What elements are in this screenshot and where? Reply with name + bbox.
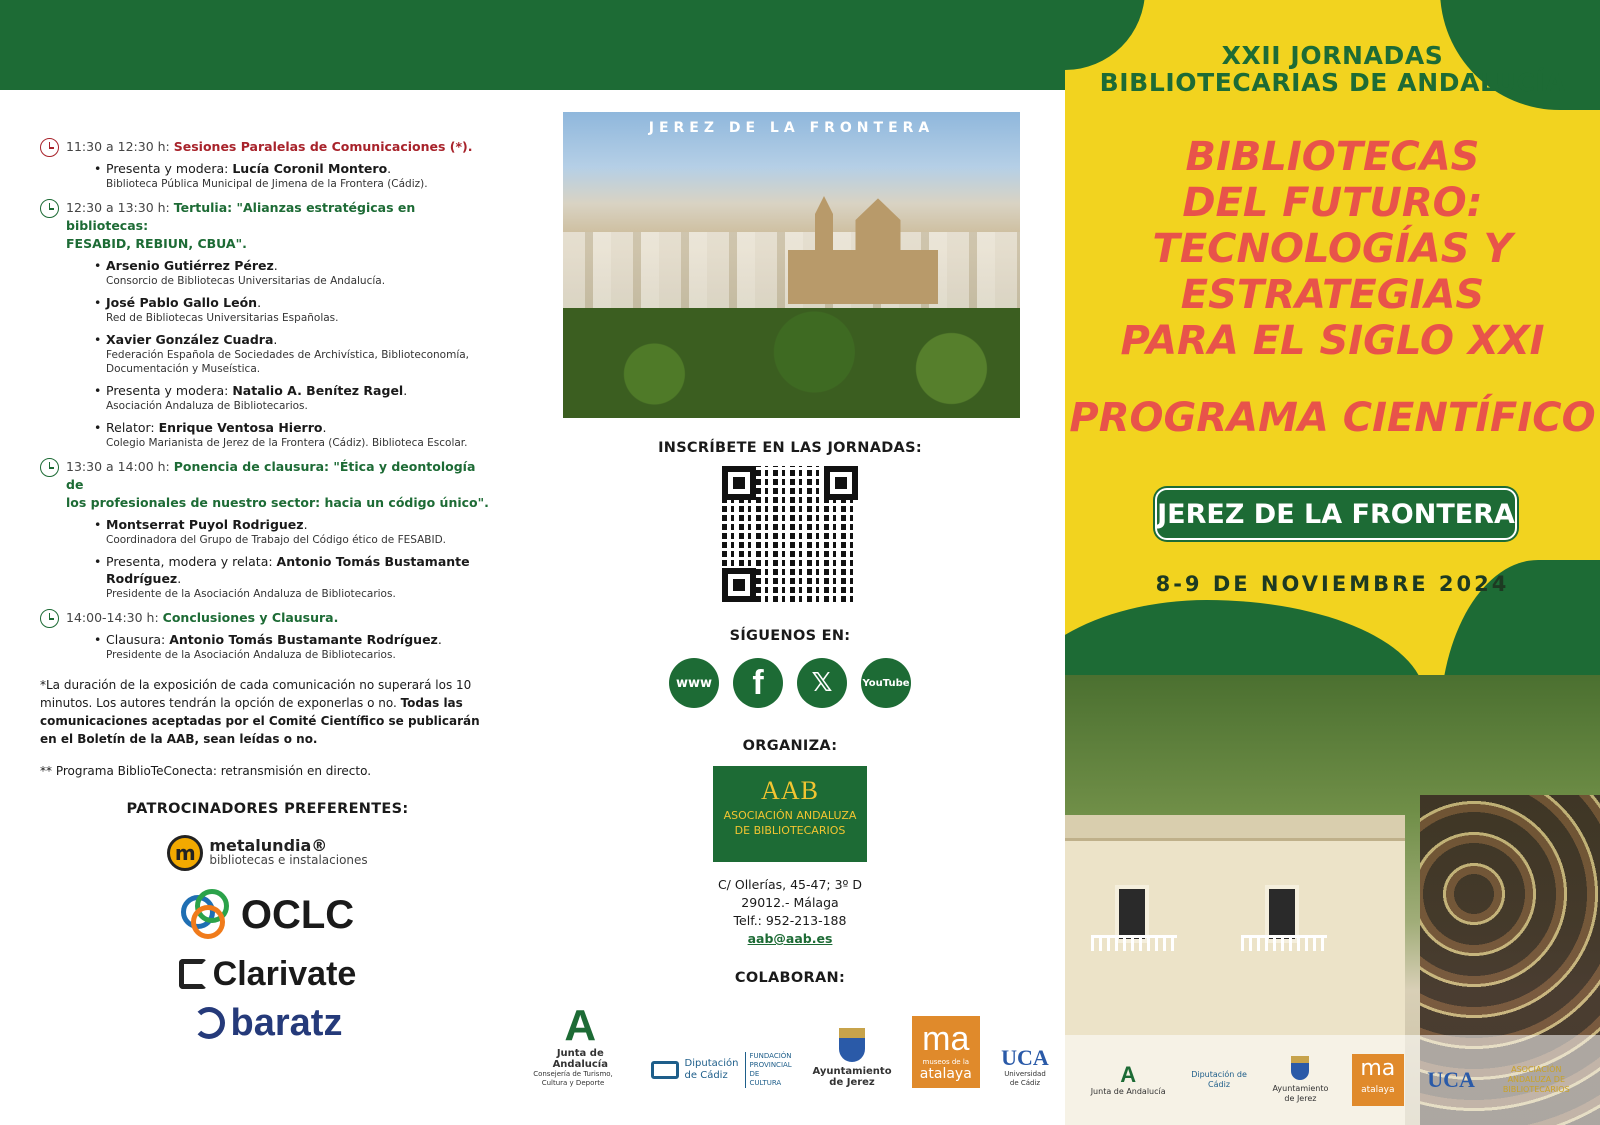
program-column	[40, 138, 495, 1044]
session-title-cont: FESABID, REBIUN, CBUA".	[66, 236, 247, 251]
speaker-item: • Relator: Enrique Ventosa Hierro. Colegio Marianista de Jerez de la Frontera (Cádiz). Biblioteca Escolar.	[94, 419, 495, 450]
speaker-item: • Xavier González Cuadra. Federación Española de Sociedades de Archivística, Biblioteconomía, Documentación y Museística.	[94, 331, 495, 376]
organiza-heading: ORGANIZA:	[742, 738, 838, 754]
middle-column	[530, 112, 1050, 1088]
aab-logo: AAB ASOCIACIÓN ANDALUZA DE BIBLIOTECARIOS	[713, 766, 867, 862]
collaborator-logos	[530, 1001, 1050, 1088]
speaker-affiliation: Biblioteca Pública Municipal de Jimena de la Frontera (Cádiz).	[106, 178, 428, 190]
colaboran-heading: COLABORAN:	[734, 970, 846, 986]
session-heading	[66, 609, 495, 627]
speaker-name: Enrique Ventosa Hierro	[158, 420, 323, 435]
baratz-logo: baratz	[193, 1007, 343, 1039]
cover-footer-logos	[1065, 1035, 1600, 1125]
metalundia-mark: m	[167, 835, 203, 871]
metalundia-logo: m metalundia® bibliotecas e instalaciones	[167, 835, 367, 871]
diputacion-mark-icon	[651, 1061, 679, 1079]
photo-caption: JEREZ DE LA FRONTERA	[648, 120, 935, 136]
clock-icon	[40, 199, 59, 218]
speaker-role: Presenta y modera:	[106, 161, 233, 176]
speaker-role: Presenta y modera:	[106, 383, 233, 398]
speaker-name: Antonio Tomás Bustamante Rodríguez	[106, 554, 470, 586]
register-heading: INSCRÍBETE EN LAS JORNADAS:	[658, 440, 922, 456]
ayuntamiento-jerez-logo: Ayuntamiento de Jerez	[813, 1028, 892, 1088]
baratz-mark-icon	[193, 1007, 225, 1039]
speaker-name: Antonio Tomás Bustamante Rodríguez	[169, 632, 438, 647]
speaker-affiliation: Red de Bibliotecas Universitarias Españolas.	[106, 312, 339, 324]
speaker-item: • José Pablo Gallo León. Red de Bibliotecas Universitarias Españolas.	[94, 294, 495, 325]
speaker-name: Arsenio Gutiérrez Pérez	[106, 258, 274, 273]
follow-heading: SÍGUENOS EN:	[729, 628, 851, 644]
speaker-name: Lucía Coronil Montero	[232, 161, 388, 176]
session-time: 12:30 a 13:30 h:	[66, 200, 170, 215]
speaker-name: Montserrat Puyol Rodriguez	[106, 517, 304, 532]
speaker-affiliation: Presidente de la Asociación Andaluza de Bibliotecarios.	[106, 649, 396, 661]
session-title: Tertulia: "Alianzas estratégicas en bibliotecas:	[66, 200, 416, 233]
museos-atalaya-logo: ma atalaya	[1352, 1054, 1404, 1106]
speaker-item: • Presenta y modera: Lucía Coronil Montero. Biblioteca Pública Municipal de Jimena de la Frontera (Cádiz).	[94, 160, 495, 191]
uca-logo: UCA	[1427, 1067, 1475, 1092]
clarivate-mark-icon	[179, 959, 207, 989]
speaker-list	[94, 257, 495, 450]
speaker-affiliation: Consorcio de Bibliotecas Universitarias de Andalucía.	[106, 275, 386, 287]
speaker-item: • Arsenio Gutiérrez Pérez. Consorcio de Bibliotecas Universitarias de Andalucía.	[94, 257, 495, 288]
sponsor-logos	[40, 835, 495, 1044]
registration-qr-code[interactable]	[722, 466, 858, 602]
top-green-band	[0, 0, 1065, 90]
session-4	[40, 609, 495, 662]
speaker-list	[94, 516, 495, 601]
speaker-item: • Montserrat Puyol Rodriguez. Coordinadora del Grupo de Trabajo del Código ético de FESABID.	[94, 516, 495, 547]
junta-andalucia-logo: A Junta de Andalucía Consejería de Turismo, Cultura y Deporte	[533, 1001, 613, 1087]
shield-icon	[839, 1028, 865, 1062]
facebook-icon[interactable]: f	[733, 658, 783, 708]
session-1	[40, 138, 495, 191]
speaker-role: Clausura:	[106, 632, 170, 647]
junta-andalucia-logo: A Junta de Andalucía	[1090, 1062, 1166, 1096]
shield-icon	[1291, 1056, 1309, 1080]
jerez-photo	[563, 112, 1020, 418]
streaming-note: ** Programa BiblioTeConecta: retransmisión en directo.	[40, 764, 372, 778]
speaker-name: Natalio A. Benítez Ragel	[232, 383, 404, 398]
phone-number: Telf.: 952-213-188	[733, 913, 847, 928]
diputacion-cadiz-logo: Diputación de Cádiz FUNDACIÓN PROVINCIAL DE CULTURA	[651, 1052, 793, 1088]
clarivate-logo: Clarivate	[179, 959, 357, 989]
clock-icon	[40, 138, 59, 157]
speaker-list	[94, 160, 495, 191]
session-time: 11:30 a 12:30 h:	[66, 139, 170, 154]
oclc-mark-icon	[181, 889, 233, 941]
session-title: Conclusiones y Clausura.	[162, 610, 339, 625]
event-title: BIBLIOTECAS DEL FUTURO: TECNOLOGÍAS Y ESTRATEGIAS PARA EL SIGLO XXI	[1120, 134, 1545, 364]
speaker-item: • Presenta, modera y relata: Antonio Tomás Bustamante Rodríguez. Presidente de la Asociación Andaluza de Bibliotecarios.	[94, 553, 495, 601]
aab-logo: ASOCIACIÓN ANDALUZA DE BIBLIOTECARIOS	[1502, 1065, 1570, 1094]
duration-note: *La duración de la exposición de cada comunicación no superará los 10 minutos. Los autores tendrán la opción de exponerlas o no. Todas las comunicaciones aceptadas por el Comité Científico se publicarán en el Boletín de la AAB, sean leídas o no.	[40, 678, 480, 746]
diputacion-cadiz-logo: Diputación de Cádiz	[1191, 1070, 1247, 1089]
address-block: C/ Ollerías, 45-47; 3º D 29012.- Málaga Telf.: 952-213-188 aab@aab.es	[530, 876, 1050, 948]
event-name: XXII JORNADAS BIBLIOTECARIAS DE ANDALUCÍA	[1099, 41, 1566, 97]
session-time: 14:00-14:30 h:	[66, 610, 159, 625]
speaker-affiliation: Colegio Marianista de Jerez de la Frontera (Cádiz). Biblioteca Escolar.	[106, 437, 468, 449]
cover-photo	[1065, 675, 1600, 1125]
x-icon[interactable]: 𝕏	[797, 658, 847, 708]
speaker-affiliation: Federación Española de Sociedades de Archivística, Biblioteconomía, Documentación y Museística.	[106, 349, 470, 375]
speaker-affiliation: Coordinadora del Grupo de Trabajo del Código ético de FESABID.	[106, 534, 447, 546]
session-time: 13:30 a 14:00 h:	[66, 459, 170, 474]
cover-panel	[1065, 0, 1600, 1125]
session-title: Sesiones Paralelas de Comunicaciones (*).	[173, 139, 473, 154]
ayuntamiento-jerez-logo: Ayuntamiento de Jerez	[1272, 1056, 1328, 1104]
speaker-role: Presenta, modera y relata:	[106, 554, 277, 569]
speaker-list	[94, 631, 495, 662]
session-2	[40, 199, 495, 450]
youtube-icon[interactable]: YouTube	[861, 658, 911, 708]
email-link[interactable]: aab@aab.es	[747, 931, 833, 946]
speaker-name: Xavier González Cuadra	[106, 332, 274, 347]
event-dates: 8-9 DE NOVIEMBRE 2024	[1155, 572, 1510, 596]
program-subtitle: PROGRAMA CIENTÍFICO	[1069, 395, 1596, 441]
session-heading	[66, 458, 495, 512]
oclc-logo: OCLC	[181, 889, 354, 941]
web-icon[interactable]: www	[669, 658, 719, 708]
session-title: Ponencia de clausura: "Ética y deontología de	[66, 459, 476, 492]
social-links	[530, 658, 1050, 708]
speaker-affiliation: Presidente de la Asociación Andaluza de Bibliotecarios.	[106, 588, 396, 600]
uca-logo: UCA Universidad de Cádiz	[1001, 1045, 1049, 1087]
session-heading	[66, 199, 495, 253]
museos-atalaya-logo: ma museos de la atalaya	[912, 1016, 980, 1088]
sponsors-heading: PATROCINADORES PREFERENTES:	[126, 801, 409, 817]
speaker-name: José Pablo Gallo León	[106, 295, 258, 310]
speaker-role: Relator:	[106, 420, 159, 435]
city-badge: JEREZ DE LA FRONTERA	[1155, 488, 1517, 540]
clock-icon	[40, 609, 59, 628]
session-title-cont: los profesionales de nuestro sector: hacia un código único".	[66, 495, 489, 510]
session-3	[40, 458, 495, 601]
session-heading	[66, 138, 495, 156]
clock-icon	[40, 458, 59, 477]
speaker-affiliation: Asociación Andaluza de Bibliotecarios.	[106, 400, 308, 412]
speaker-item: • Clausura: Antonio Tomás Bustamante Rodríguez. Presidente de la Asociación Andaluza de Bibliotecarios.	[94, 631, 495, 662]
speaker-item: • Presenta y modera: Natalio A. Benítez Ragel. Asociación Andaluza de Bibliotecarios.	[94, 382, 495, 413]
